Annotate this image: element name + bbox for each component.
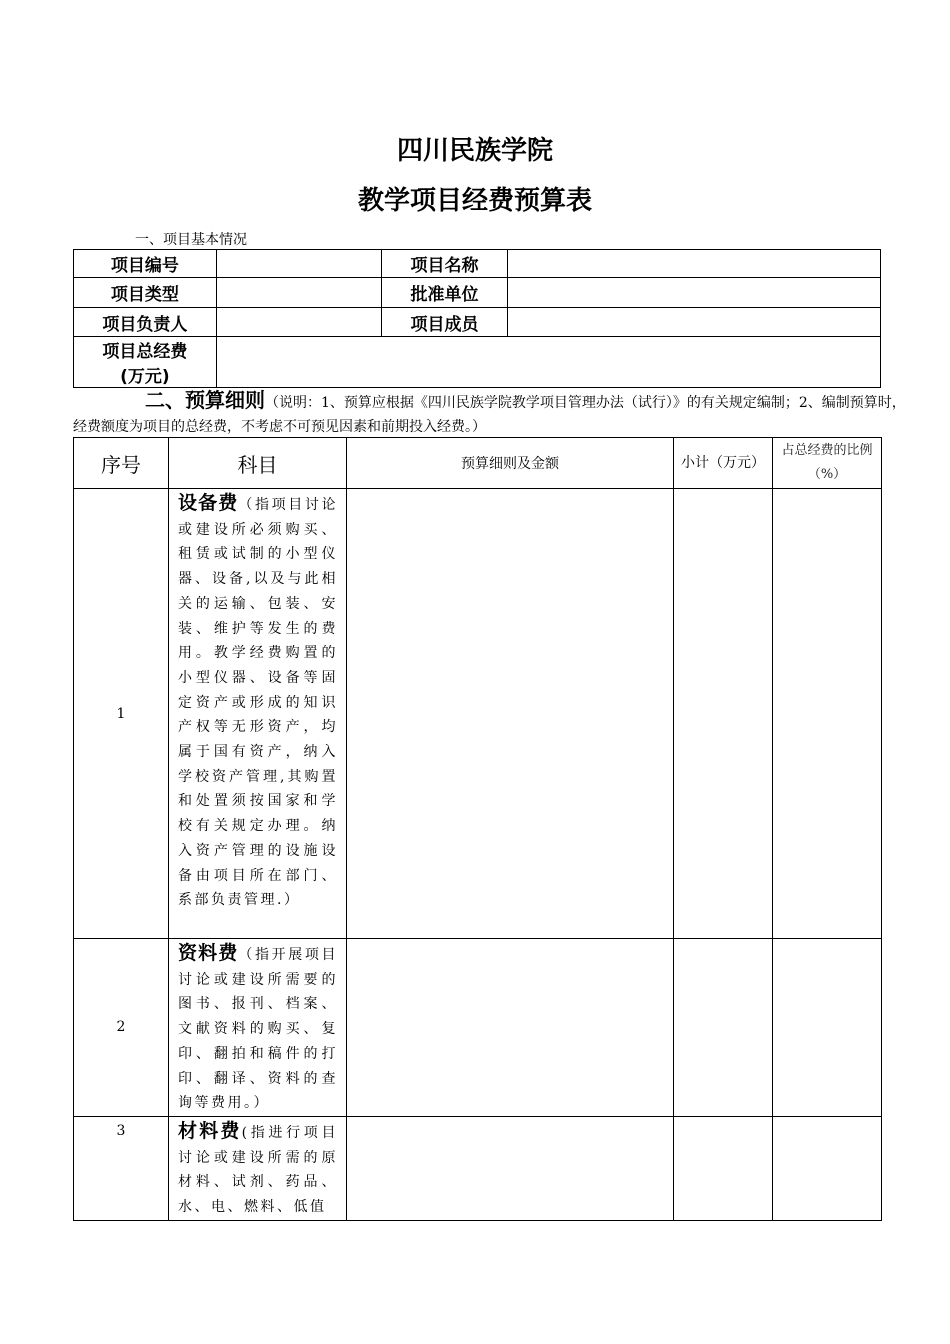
section2-heading: 二、预算细则 xyxy=(145,388,265,412)
label-total-funds xyxy=(74,337,217,388)
row-2-ratio[interactable] xyxy=(773,939,882,1117)
table-row xyxy=(74,1116,882,1220)
row-2-subject xyxy=(169,939,347,1117)
basic-info-table xyxy=(73,249,881,388)
label-project-no: 项目编号 xyxy=(74,250,217,278)
row-1-no: 1 xyxy=(74,489,169,939)
label-project-members: 项目成员 xyxy=(381,308,508,337)
row-2-subject-name: 资料费 xyxy=(178,942,239,964)
row-3-subject-name: 材料费 xyxy=(178,1119,242,1142)
row-2-subtotal[interactable] xyxy=(674,939,773,1117)
col-header-subtotal: 小计（万元） xyxy=(674,438,773,489)
section2-note: （说明：1、预算应根据《四川民族学院教学项目管理办法（试行）》的有关规定编制；2、编制预算时，经费额度为项目的总经费，不考虑不可预见因素和前期投入经费。） xyxy=(73,395,906,435)
label-project-type: 项目类型 xyxy=(74,278,217,308)
row-3-subtotal[interactable] xyxy=(674,1116,773,1220)
table-row xyxy=(74,939,882,1117)
col-header-subject: 科目 xyxy=(169,438,347,489)
row-3-detail[interactable] xyxy=(347,1116,674,1220)
field-approving-unit[interactable] xyxy=(508,278,881,308)
row-1-detail[interactable] xyxy=(347,489,674,939)
col-header-detail: 预算细则及金额 xyxy=(347,438,674,489)
form-title: 教学项目经费预算表 xyxy=(357,186,592,216)
label-total-funds-line2: (万元) xyxy=(120,367,170,387)
row-2-subject-desc: （指开展项目讨论或建设所需要的图书、报刊、档案、文献资料的购买、复印、翻拍和稿件的打印、翻译、资料的查询等费用。） xyxy=(178,947,338,1112)
section1-heading: 一、项目基本情况 xyxy=(135,232,247,248)
row-3-subject-desc: (指进行项目讨论或建设所需的原材料、试剂、药品、水、电、燃料、低值 xyxy=(178,1124,338,1216)
row-1-subject xyxy=(169,489,347,939)
label-total-funds-line1: 项目总经费 xyxy=(102,342,188,362)
field-project-members[interactable] xyxy=(508,308,881,337)
row-3-no: 3 xyxy=(74,1116,169,1220)
row-1-subject-desc: （指项目讨论或建设所必须购买、租赁或试制的小型仪器、设备,以及与此相关的运输、包装、安装、维护等发生的费用。教学经费购置的小型仪器、设备等固定资产或形成的知识产权等无形资产，均属于国有资产，纳入学校资产管理,其购置和处置须按国家和学校有关规定办理。纳入资产管理的设施设备由项目所在部门、系部负责管理.） xyxy=(178,497,338,909)
table-row xyxy=(74,489,882,939)
label-project-leader: 项目负责人 xyxy=(74,308,217,337)
row-2-detail[interactable] xyxy=(347,939,674,1117)
row-3-subject xyxy=(169,1116,347,1220)
field-project-leader[interactable] xyxy=(216,308,381,337)
row-3-ratio[interactable] xyxy=(773,1116,882,1220)
label-approving-unit: 批准单位 xyxy=(381,278,508,308)
row-1-subject-name: 设备费 xyxy=(178,492,239,514)
section2-heading-block xyxy=(73,388,908,439)
row-2-no: 2 xyxy=(74,939,169,1117)
field-project-name[interactable] xyxy=(508,250,881,278)
label-project-name: 项目名称 xyxy=(381,250,508,278)
col-header-ratio: 占总经费的比例（%） xyxy=(773,438,882,489)
budget-table xyxy=(73,437,882,1221)
row-1-ratio[interactable] xyxy=(773,489,882,939)
field-project-no[interactable] xyxy=(216,250,381,278)
row-1-subtotal[interactable] xyxy=(674,489,773,939)
school-title: 四川民族学院 xyxy=(396,136,553,166)
col-header-no: 序号 xyxy=(74,438,169,489)
field-project-type[interactable] xyxy=(216,278,381,308)
field-total-funds[interactable] xyxy=(216,337,880,388)
